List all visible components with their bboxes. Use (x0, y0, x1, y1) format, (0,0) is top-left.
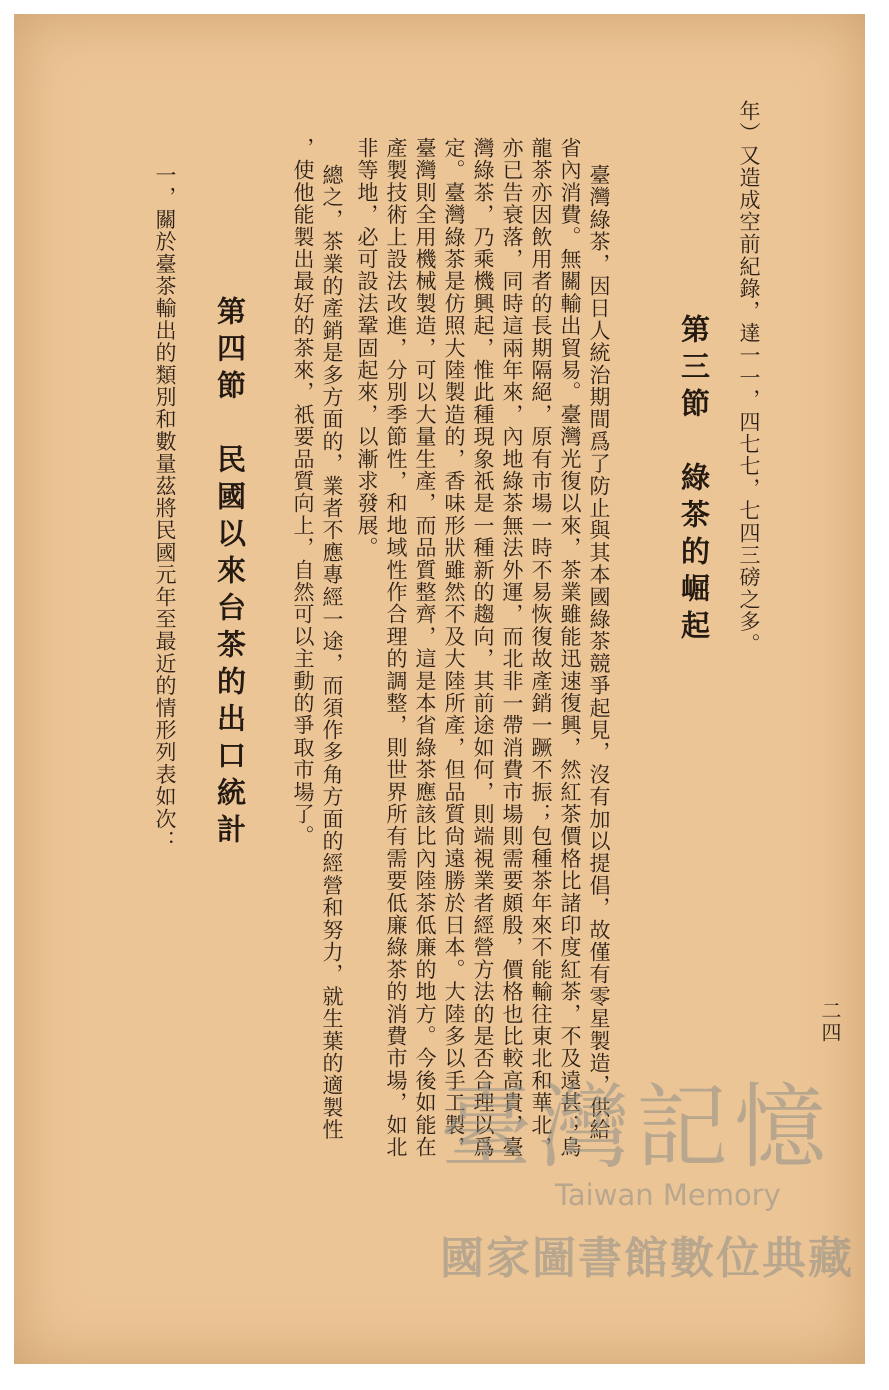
watermark-sub-text: 國家圖書館數位典藏 (440, 1233, 854, 1284)
watermark-main-text: 臺灣記憶 (440, 1074, 833, 1181)
section-3-heading: 第三節 綠茶的崛起 (677, 314, 711, 647)
watermark-english-text: Taiwan Memory (555, 1178, 781, 1212)
text-column-12: ，使他能製出最好的茶來，祇要品質向上，自然可以主動的爭取市場了。 (291, 137, 315, 848)
text-column-7: 定。臺灣綠茶是仿照大陸製造的，香味形狀雖然不及大陸所產，但品質尙遠勝於日本。大陸多以手工製， (442, 137, 466, 1159)
text-column-9: 產製技術上設法改進，分別季節性，和地域性作合理的調整，則世界所有需要低廉綠茶的消費市場，如北 (384, 137, 408, 1159)
document-page (14, 14, 865, 1364)
section-4-heading: 第四節 民國以來台茶的出口統計 (213, 296, 247, 851)
text-column-5: 亦已告衰落，同時這兩年來，內地綠茶無法外運，而北非一帶消費市場則需要頗殷，價格也比較高貴，臺 (500, 137, 524, 1159)
page-number: 二四 (818, 1000, 842, 1044)
text-column-8: 臺灣則全用機械製造，可以大量生產，而品質整齊，這是本省綠茶應該比內陸茶低廉的地方。今後如能在 (413, 137, 437, 1159)
text-column-3: 省內消費。無關輸出貿易。臺灣光復以來，茶業雖能迅速復興，然紅茶價格比諸印度紅茶，不及遠甚；烏 (558, 137, 582, 1159)
text-column-6: 灣綠茶，乃乘機興起，惟此種現象祇是一種新的趨向，其前途如何，則端視業者經營方法的是否合理以爲 (471, 137, 495, 1159)
text-column-10: 非等地，必可設法鞏固起來，以漸求發展。 (355, 137, 379, 559)
text-column-4: 龍茶亦因飲用者的長期隔絕，原有市場一時不易恢復故產銷一蹶不振；包種茶年來不能輸往東北和華北， (529, 137, 553, 1159)
text-column-1: 年）又造成空前紀錄，達一一，四七七，七四三磅之多。 (737, 100, 761, 655)
text-column-11: 總之，茶業的產銷是多方面的，業者不應專經一途，而須作多角方面的經營和努力，就生葉的適製性 (320, 164, 344, 1141)
text-column-13: 一，關於臺茶輸出的類別和數量茲將民國元年至最近的情形列表如次： (153, 164, 177, 853)
text-column-2: 臺灣綠茶，因日人統治期間爲了防止與其本國綠茶競爭起見，沒有加以提倡，故僅有零星製造，供給 (587, 164, 611, 1141)
